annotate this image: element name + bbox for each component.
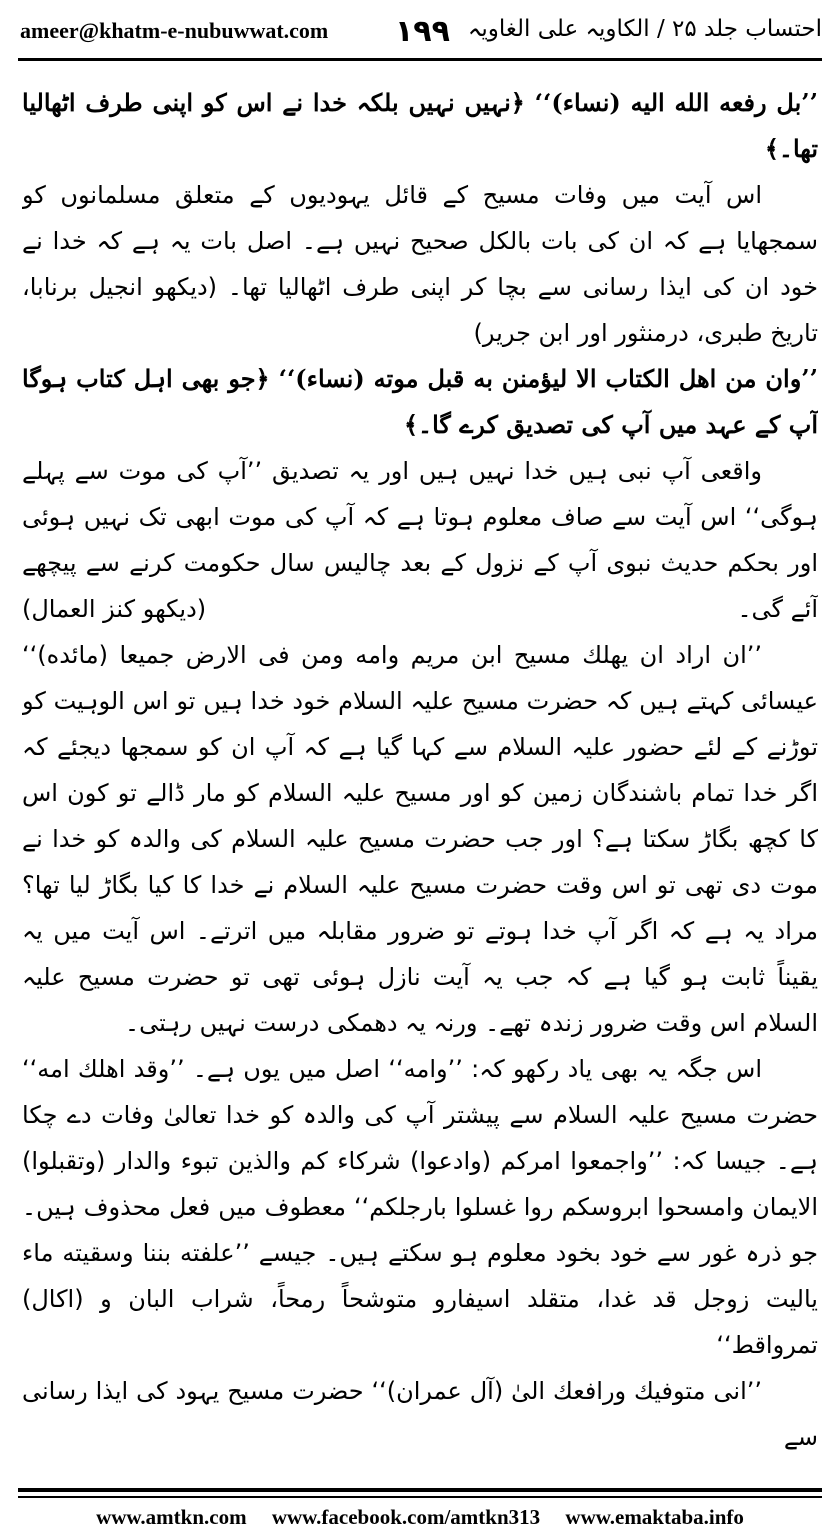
paragraph-4-text: واقعی آپ نبی ہیں خدا نہیں ہیں اور یہ تصدیق ’’آپ کی موت سے پہلے ہوگی‘‘ اس آیت سے صاف معلوم ہوتا ہے کہ آپ کی موت ابھی تک نہیں ہوئی اور بحکم حدیث نبوی آپ کے نزول کے بعد چالیس سال حکومت کرنے سے پیچھے آئے گی۔ <box>22 457 818 623</box>
footer-rule-thick <box>18 1488 822 1492</box>
footer-link-amtkn[interactable]: www.amtkn.com <box>96 1505 247 1529</box>
page-header <box>0 0 840 60</box>
paragraph-1: ’’بل رفعه الله اليه (نساء)‘‘ ﴿نہیں نہیں بلکہ خدا نے اس کو اپنی طرف اٹھالیا تھا۔﴾ <box>22 88 818 163</box>
header-rule <box>18 58 822 61</box>
footer-link-emaktaba[interactable]: www.emaktaba.info <box>565 1505 744 1529</box>
paragraph-7: ’’انی متوفيك ورافعك الیٰ (آل عمران)‘‘ حضرت مسیح یہود کی ایذا رسانی سے <box>22 1377 818 1451</box>
paragraph-3: ’’وان من اهل الكتاب الا ليؤمنن به قبل موته (نساء)‘‘ ﴿جو بھی اہل کتاب ہوگا آپ کے عہد میں آپ کی تصدیق کرے گا۔﴾ <box>22 364 818 439</box>
footer-link-facebook[interactable]: www.facebook.com/amtkn313 <box>271 1505 541 1529</box>
footer-rule-thin <box>18 1496 822 1498</box>
page-body <box>22 80 818 1480</box>
page-footer <box>0 1505 840 1530</box>
paragraph-2: اس آیت میں وفات مسیح کے قائل یہودیوں کے متعلق مسلمانوں کو سمجھایا ہے کہ ان کی بات بالکل صحیح نہیں ہے۔ اصل بات یہ ہے کہ خدا نے خود ان کی ایذا رسانی سے بچا کر اپنی طرف اٹھالیا تھا۔ (دیکھو انجیل برنابا، تاریخ طبری، درمنثور اور ابن جریر) <box>22 181 818 347</box>
reference-note: (دیکھو کنز العمال) <box>22 595 207 623</box>
header-email: ameer@khatm-e-nubuwwat.com <box>20 18 329 43</box>
paragraph-4 <box>22 448 818 632</box>
paragraph-5: ’’ان اراد ان يهلك مسيح ابن مريم وامه ومن فى الارض جميعا (مائده)‘‘ عیسائی کہتے ہیں کہ حضرت مسیح علیہ السلام خود خدا ہیں تو اس الوہیت کو توڑنے کے لئے حضور علیہ السلام سے کہا گیا ہے کہ آپ ان کو سمجھا دیجئے کہ اگر خدا تمام باشندگان زمین کو اور مسیح علیہ السلام کو مار ڈالے تو کون اس کا کچھ بگاڑ سکتا ہے؟ اور جب حضرت مسیح علیہ السلام کی والدہ کو خدا نے موت دی تھی تو اس وقت حضرت مسیح علیہ السلام نے خدا کا کیا بگاڑ لیا تھا؟ مراد یہ ہے کہ اگر آپ خدا ہوتے تو ضرور مقابلہ میں اترتے۔ اس آیت میں یہ یقیناً ثابت ہو گیا ہے کہ جب یہ آیت نازل ہوئی تھی تو حضرت مسیح علیہ السلام اس وقت ضرور زندہ تھے۔ ورنہ یہ دھمکی درست نہیں رہتی۔ <box>22 641 818 1037</box>
paragraph-6: اس جگہ یہ بھی یاد رکھو کہ: ’’وامه‘‘ اصل میں یوں ہے۔ ’’وقد اهلك امه‘‘ حضرت مسیح علیہ السلام سے پیشتر آپ کی والدہ کو خدا تعالیٰ وفات دے چکا ہے۔ جیسا کہ: ’’واجمعوا امركم (وادعوا) شركاء كم والذين تبوء والدار (وتقبلوا) الايمان وامسحوا ابروسكم روا غسلوا بارجلكم‘‘ معطوف میں فعل محذوف ہیں۔ جو ذرہ غور سے خود بخود معلوم ہو سکتے ہیں۔ جیسے ’’علفته بننا وسقيته ماء ياليت زوجل قد غدا، متقلد اسيفارو متوشحاً رمحاً، شراب البان و (اكال) تمرواقط‘‘ <box>22 1055 818 1359</box>
book-title: احتساب جلد ۲۵ / الکاویہ علی الغاویہ <box>467 16 822 42</box>
page-number: ۱۹۹ <box>395 14 450 49</box>
